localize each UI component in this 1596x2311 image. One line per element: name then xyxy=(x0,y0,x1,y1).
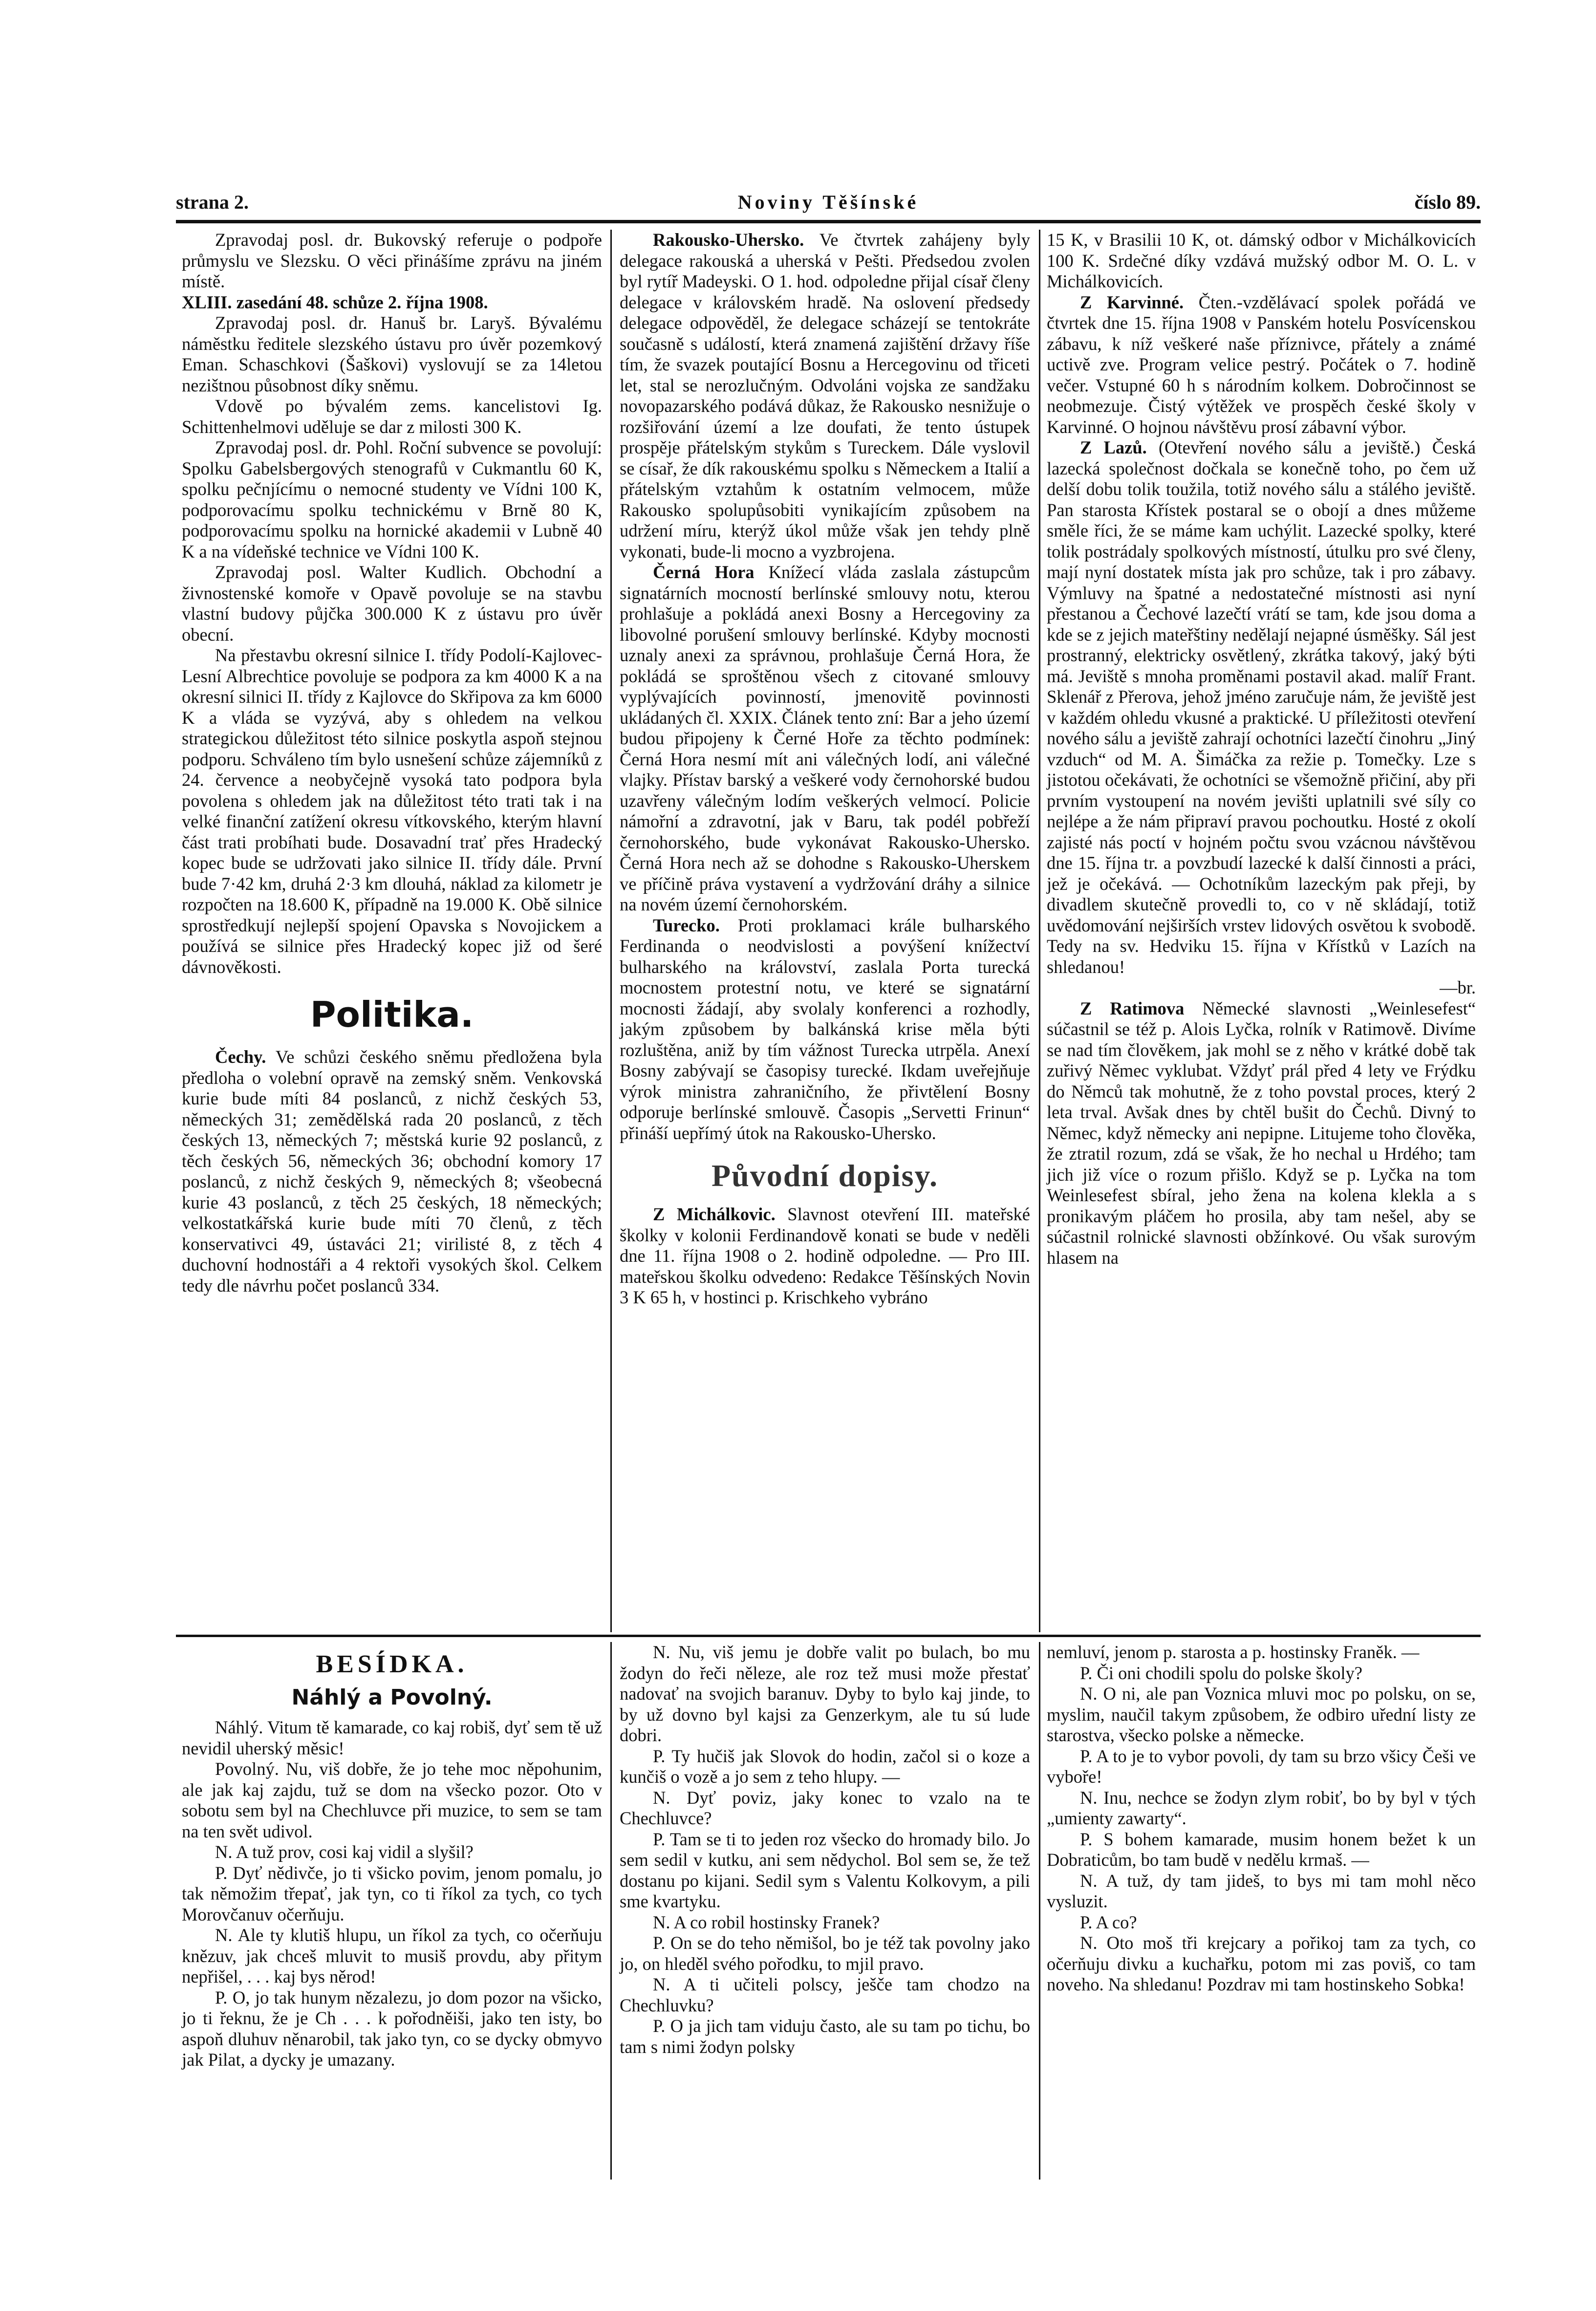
article-text: Čten.-vzdělávací spolek pořádá ve čtvrtek dne 15. října 1908 v Panském hotelu Posvícenskou zábavu, k níž veškeré naše příznivce, přátely a známé uctivě zve. Program velice pestrý. Počátek o 7. hodině večer. Vstupné 60 h s národním kolkem. Dobročinnost se neobmezuje. Čistý výtěžek ve prospěch české školy v Karvinné. O hojnou návštěvu prosí zábavní výbor. xyxy=(1047,292,1476,437)
article-paragraph xyxy=(620,915,1030,1144)
issue-number: číslo 89. xyxy=(1414,191,1481,213)
dialogue-line: nemluví, jenom p. starosta a p. hostinsky Franěk. — xyxy=(1047,1642,1420,1662)
column-3 xyxy=(1047,230,1476,1268)
article-paragraph: Zpravodaj posl. Walter Kudlich. Obchodní a živnostenské komoře v Opavě povoluje se na stavbu vlastní budovy půjčka 300.000 K z ústavu pro úvěr obecní. xyxy=(182,562,602,645)
article-paragraph xyxy=(620,562,1030,915)
article-paragraph xyxy=(1047,437,1476,977)
besidka-divider-left xyxy=(610,1642,612,2180)
article-lead: Z Michálkovic. xyxy=(653,1204,776,1224)
article-lead: Čechy. xyxy=(215,1047,266,1067)
dialogue-line: P. Dyť nědivče, jo ti všicko povim, jenom pomalu, jo tak němožim třepať, jak tyn, co ti říkol za tych, co tych Morovčanuv očerňuju. xyxy=(182,1862,602,1924)
article-text: Ve čtvrtek zahájeny byly delegace rakouská a uherská v Pešti. Předsedou zvolen byl rytíř Madeyski. O 1. hod. odpoledne přijal císař členy delegace v královském hradě. Na oslovení předsedy delegace odpověděl, že delegace scházejí se tentokráte současně s událostí, která znamená zajištění državy říše tím, že svazek poutající Bosnu a Hercegovinu od třiceti let, stal se nerozlučným. Odvoláni vojska ze sandžaku novopazarského podává důkaz, že Rakousko nesnižuje o rozšiřování území a lze doufati, že tento ústupek prospěje přátelským stykům s Tureckem. Dále vyslovil se císař, že dík rakouskému spolku s Německem a Italií a přátelským vztahům k ostatním velmocem, může Rakousko spolupůsobiti vynikajícím způsobem na udržení míru, kterýž úkol může však jen tehdy plně vykonati, bude-li mocno a vyzbrojena. xyxy=(620,230,1030,562)
dialogue-line: Náhlý. Vitum tě kamarade, co kaj robiš, dyť sem tě už nevidil uherský měsic! xyxy=(182,1717,602,1758)
article-paragraph xyxy=(620,1204,1030,1308)
besidka-rule xyxy=(176,1635,1481,1637)
article-signature: —br. xyxy=(1439,977,1476,997)
article-lead: Černá Hora xyxy=(653,562,755,582)
section-heading-politika: Politika. xyxy=(310,994,474,1035)
page-header xyxy=(176,186,1481,220)
article-lead: Z Lazů. xyxy=(1080,437,1147,457)
dialogue-line: P. O, jo tak hunym nězalezu, jo dom pozor na všicko, jo ti řeknu, že je Ch . . . k pořodněiši, jako ten isty, bo aspoň dluhuv něnarobil, tak jako tyn, co se dycky obmyvo jak Pilat, a dycky je umazany. xyxy=(182,1987,602,2070)
dialogue-line: N. Inu, nechce se žodyn zlym robiť, bo by byl v tých „umienty zawarty“. xyxy=(1047,1787,1476,1828)
article-text: Knížecí vláda zaslala zástupcům signatárních mocností berlínské smlouvy notu, kterou prohlašuje a pokládá anexi Bosny a Hercegoviny za libovolné porušení smlouvy berlínské. Kdyby mocnosti uznaly anexi za správnou, prohlašuje Černá Hora, že pokládá se sproštěnou všech z citované smlouvy vyplývajících povinností, jmenovitě povinnosti ukládaných čl. XXIX. Článek tento zní: Bar a jeho území budou připojeny k Černé Hoře za těchto podmínek: Černá Hora nesmí mít ani válečných lodí, ani válečné vlajky. Přístav barský a veškeré vody černohorské budou uzavřeny válečným lodím veškerých velmocí. Policie námořní a zdravotní, jak v Baru, tak podél pobřeží černohorského, bude vykonávat Rakousko-Uhersko. Černá Hora nech až se dohodne s Rakousko-Uherskem ve příčině práva vystavení a vydržování dráhy a silnice na novém území černohorském. xyxy=(620,562,1030,914)
dialogue-line: P. A to je to vybor povoli, dy tam su brzo všicy Češi ve vyboře! xyxy=(1047,1746,1476,1787)
dialogue-line: P. On se do teho němišol, bo je též tak povolny jako jo, on hleděl svého pořodku, to mjil pravo. xyxy=(620,1933,1030,1974)
article-text: (Otevření nového sálu a jeviště.) Česká lazecká společnost dočkala se konečně toho, po čem už delší dobu tolik toužila, totiž nového sálu a stálého jeviště. Pan starosta Křístek postaral se o obojí a dnes můžeme směle říci, že se máme kam uchýlit. Lazecké spolky, které tolik postrádaly spolkových místností, útulku pro své členy, mají nyní dostatek místa jak pro schůze, tak i pro zábavy. Výmluvy na špatné a nedostatečné místnosti asi nyní přestanou a Čechové lazečtí vrátí se tam, kde jsou doma a kde se z jejich mateřštiny nedělají nejapné úsměšky. Sál jest prostranný, elektricky osvětlený, zkrátka takový, jaký býti má. Jeviště s mnoha proměnami postavil akad. malíř Frant. Sklenář z Přerova, jehož jméno zaručuje nám, že jeviště jest v každém ohledu vkusné a praktické. U příležitosti otevření nového sálu a jeviště zahrají ochotníci lazečtí činohru „Jiný vzduch“ od M. A. Šimáčka za režie p. Tomečky. Lze s jistotou očekávati, že ochotníci se všemožně přičiní, aby při prvním vystoupení na novém jevišti uplatnili své síly co nejlépe a že nám připraví pravou pochoutku. Hosté z okolí zajisté nás poctí v hojném počtu svou vzácnou návštěvou dne 15. října tr. a povzbudí lazecké k další činnosti a práci, jež je očekává. — Ochotníkům lazeckým pak přeji, by divadlem skutečně provedli to, co v ně skládají, totiž uvědomování nejširších vrstev lidových osvětou k svobodě. Tedy na sv. Hedviku 15. října v Křístků v Lazích na shledanou! xyxy=(1047,437,1476,977)
besidka-column-1 xyxy=(182,1642,602,2071)
dialogue-line: N. Ale ty klutiš hlupu, un říkol za tych, co očerňuju knězuv, jak chceš mluvit to musiš provdu, aby přitym nepřišel, . . . kaj bys něrod! xyxy=(182,1925,602,1987)
article-paragraph: Zpravodaj posl. dr. Hanuš br. Laryš. Bývalému náměstku ředitele slezského ústavu pro úvěr pozemkový Eman. Schaschkovi (Šaškovi) vyslovují se za 14letou nezištnou působnost díky sněmu. xyxy=(182,313,602,395)
article-lead: Z Karvinné. xyxy=(1080,292,1184,312)
dialogue-line: N. A tuž prov, cosi kaj vidil a slyšil? xyxy=(215,1842,474,1862)
besidka-column-2 xyxy=(620,1642,1030,2057)
article-text: Ve schůzi českého sněmu předložena byla předloha o volební opravě na zemský sněm. Venkovská kurie bude míti 84 poslanců, z nichž českých 53, německých 31; zemědělská rada 20 poslanců, z těch českých 13, německých 7; městská kurie 92 poslanců, z těch českých 56, německých 36; obchodní komory 17 poslanců, z nichž českých 9, německých 8; všeobecná kurie 43 poslanců, z těch 25 českých, 18 německých; velkostatkářská kurie bude míti 70 členů, z těch konservativci 49, ústaváci 21; virilisté 8, z těch 4 duchovní hodnostáři a 4 rektoři vysokých škol. Celkem tedy dle návrhu počet poslanců 334. xyxy=(182,1047,602,1296)
dialogue-line: N. A co robil hostinsky Franek? xyxy=(653,1912,880,1932)
header-rule xyxy=(176,220,1481,223)
besidka-heading: BESÍDKA. xyxy=(316,1650,468,1678)
dialogue-line: N. Oto moš tři krejcary a pořikoj tam za tych, co očerňuju divku a kuchařku, potom mi zas poviš, co tam noveho. Na shledanu! Pozdrav mi tam hostinskeho Sobka! xyxy=(1047,1933,1476,1994)
article-paragraph xyxy=(1047,998,1476,1269)
dialogue-line: P. S bohem kamarade, musim honem bežet k un Dobraticům, bo tam budě v nedělu krmaš. — xyxy=(1047,1829,1476,1870)
dialogue-line: N. O ni, ale pan Voznica mluvi moc po polsku, on se, myslim, naučil takym způsobem, že odbiro uřední listy ze starostva, všecko polske a německe. xyxy=(1047,1684,1476,1745)
dialogue-line: N. Nu, viš jemu je dobře valit po bulach, bo mu žodyn do řeči něleze, ale roz tež musi može přestať nadovať na svojich baranuv. Dyby to bylo kaj jinde, to by už dovno byl kajsi za Genzerkym, ale tu sú lude dobri. xyxy=(620,1642,1030,1745)
page-number: strana 2. xyxy=(176,191,249,213)
section-heading-dopisy: Původní dopisy. xyxy=(712,1158,938,1193)
dialogue-line: N. A ti učiteli polscy, ješče tam chodzo na Chechluvku? xyxy=(620,1974,1030,2015)
dialogue-line: P. Tam se ti to jeden roz všecko do hromady bilo. Jo sem sedil v kutku, ani sem nědychol. Bol sem se, že tež dostanu po kijani. Sedil sym s Valentu Kolkovym, a pili sme kvartyku. xyxy=(620,1829,1030,1911)
dialogue-line: Povolný. Nu, viš dobře, že jo tehe moc něpohunim, ale jak kaj zajdu, tuž se dom na všecko pozor. Oto v sobotu sem byl na Chechluvce při muzice, to sem se tam na ten svět udivol. xyxy=(182,1759,602,1841)
article-lead: Turecko. xyxy=(653,915,720,935)
article-paragraph: Zpravodaj posl. dr. Pohl. Roční subvence se povolují: Spolku Gabelsbergových stenografů v Cukmantlu 60 K, spolku pečnjícímu o nemocné studenty ve Vídni 100 K, podporovacímu spolku technickému v Brně 80 K, podporovacímu spolku na hornické akademii v Lubně 40 K a na vídeňské technice ve Vídni 100 K. xyxy=(182,437,602,562)
article-text: Slavnost otevření III. mateřské školky v kolonii Ferdinandově konati se bude v neděli dne 11. října 1908 o 2. hodině odpoledne. — Pro III. mateřskou školku odvedeno: Redakce Těšínských Novin 3 K 65 h, v hostinci p. Krischkeho vybráno xyxy=(620,1204,1031,1307)
article-paragraph: Zpravodaj posl. dr. Bukovský referuje o podpoře průmyslu ve Slezsku. O věci přinášíme zprávu na jiném místě. xyxy=(182,230,602,291)
article-paragraph: Na přestavbu okresní silnice I. třídy Podolí-Kajlovec-Lesní Albrechtice povoluje se podpora za km 4000 K a na okresní silnici II. třídy z Kajlovce do Skřipova za km 6000 K a vláda se vyzývá, aby s ohledem na velkou strategickou důležitost této silnice poskytla aspoň stejnou podporu. Schváleno tím bylo usnešení schůze zájemníků z 24. července a neobyčejně vysoká tato podpora byla povolena s ohledem jak na důležitost této trati tak i na velké finanční zatížení okresu vítkovského, kterým hlavní část trati probíhati bude. Dosavadní trať přes Hradecký kopec bude se udržovati jako silnice II. třídy dále. První bude 7·42 km, druhá 2·3 km dlouhá, náklad za kilometr je rozpočten na 18.600 K, případně na 19.000 K. Obě silnice sprostředkují nejlepší spojení Opavska s Novojickem a používá se silnice přes Hradecký kopec již od šeré dávnověkosti. xyxy=(182,645,602,977)
column-divider-left xyxy=(610,230,612,1632)
dialogue-line: P. Či oni chodili spolu do polske školy? xyxy=(1080,1663,1362,1683)
dialogue-line: P. A co? xyxy=(1080,1912,1137,1932)
dialogue-line: P. O ja jich tam viduju často, ale su tam po tichu, bo tam s nimi žodyn polsky xyxy=(620,2016,1030,2057)
article-lead: Z Ratimova xyxy=(1080,998,1185,1018)
dialogue-line: N. A tuž, dy tam jideš, to bys mi tam mohl něco vysluzit. xyxy=(1047,1870,1476,1911)
article-paragraph xyxy=(1047,292,1476,438)
session-heading: XLIII. zasedání 48. schůze 2. října 1908. xyxy=(182,292,488,312)
column-2 xyxy=(620,230,1030,1308)
article-paragraph xyxy=(182,1047,602,1296)
column-1 xyxy=(182,230,602,1296)
dialogue-line: N. Dyť poviz, jaky konec to vzalo na te Chechluvce? xyxy=(620,1787,1030,1828)
article-paragraph: Vdově po bývalém zems. kancelistovi Ig. Schittenhelmovi uděluje se dar z milosti 300 K. xyxy=(182,396,602,437)
besidka-title: Náhlý a Povolný. xyxy=(291,1685,493,1710)
article-text: Proti proklamaci krále bulharského Ferdinanda o neodvislosti a povýšení knížectví bulharského na království, zaslala Porta turecká mocnostem protestní notu, ve které se signatární mocnosti žádají, aby svolaly konferenci a rozhodly, jakým způsobem by balkánská krise měla býti rozluštěna, aniž by tím vážnost Turecka utrpěla. Anexí Bosny zabývají se časopisy turecké. Ikdam uveřejňuje výrok ministra zahraničního, že přivtělení Bosny odporuje berlínské smlouvě. Časopis „Servetti Frinun“ přináší uepřímý útok na Rakousko-Uhersko. xyxy=(620,915,1030,1143)
article-paragraph xyxy=(620,230,1030,562)
column-divider-right xyxy=(1039,230,1040,1632)
besidka-column-3 xyxy=(1047,1642,1476,1995)
article-text: Německé slavnosti „Weinlesefest“ súčastnil se též p. Alois Lyčka, rolník v Ratimově. Divíme se nad tím člověkem, jak mohl se z něho v krátké době tak zuřivý Němec vyklubat. Vždyť prál před 4 lety ve Frýdku do Němců tak mohutně, že z toho povstal proces, který 2 leta trval. Avšak dnes by chtěl bušit do Čechů. Divný to Němec, když německy ani nepipne. Litujeme toho člověka, že ztratil rozum, zdá se však, že ho nechal u Hrdého; tam jich již více o rozum přišlo. Když se p. Lyčka na tom Weinlesefest sbíral, jeho žena na kolena klekla a s pronikavým pláčem ho prosila, aby tam nešel, aby se súčastnil rolnické slavnosti obžínkové. Ou však surovým hlasem na xyxy=(1047,998,1476,1268)
besidka-divider-right xyxy=(1039,1642,1040,2180)
article-paragraph: 15 K, v Brasilii 10 K, ot. dámský odbor v Michálkovicích 100 K. Srdečné díky vzdává mužský odbor M. O. L. v Michálkovicích. xyxy=(1047,230,1476,291)
newspaper-title: Noviny Těšínské xyxy=(737,191,919,213)
article-lead: Rakousko-Uhersko. xyxy=(653,230,804,250)
dialogue-line: P. Ty hučiš jak Slovok do hodin, začol si o koze a kunčiš o vozě a jo sem z teho hlupy. — xyxy=(620,1746,1030,1787)
